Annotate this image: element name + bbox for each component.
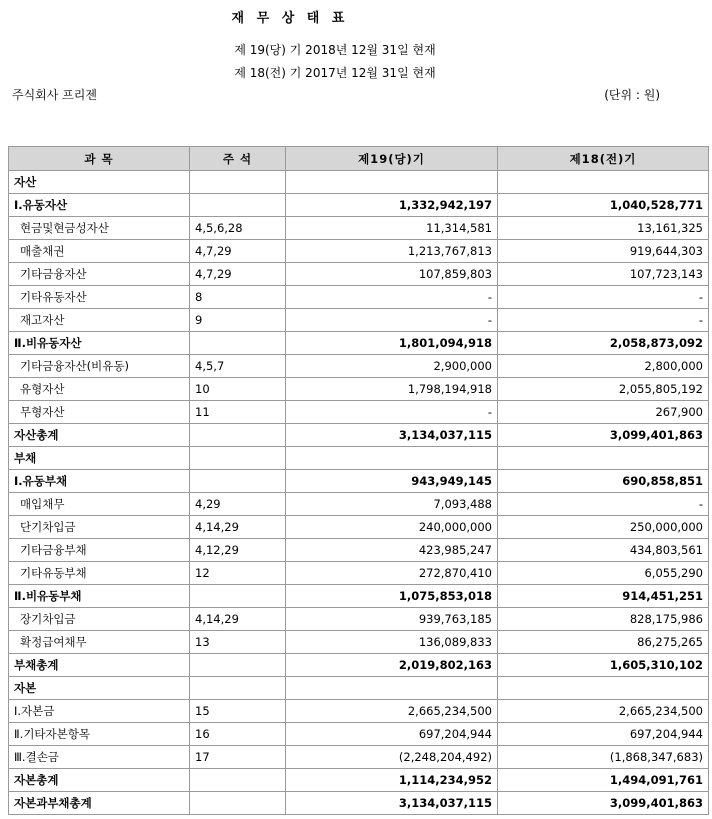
account-name-cell: 자산총계 [9, 424, 190, 447]
current-period-amount-cell: 7,093,488 [286, 493, 498, 516]
table-row [9, 171, 709, 194]
column-header-note: 주 석 [190, 147, 286, 171]
table-row [9, 746, 709, 769]
current-period-amount-cell [286, 171, 498, 194]
prior-period-amount-cell [498, 677, 709, 700]
table-row [9, 401, 709, 424]
current-period-amount-cell: 423,985,247 [286, 539, 498, 562]
prior-period-amount-cell: 1,605,310,102 [498, 654, 709, 677]
prior-period-amount-cell: 914,451,251 [498, 585, 709, 608]
prior-period-amount-cell: 919,644,303 [498, 240, 709, 263]
unit-label: (단위 : 원) [604, 88, 660, 102]
table-row [9, 608, 709, 631]
prior-period-amount-cell: 267,900 [498, 401, 709, 424]
account-name-cell: Ⅱ.비유동자산 [9, 332, 190, 355]
account-name-cell: Ⅰ.유동자산 [9, 194, 190, 217]
column-header-current-period: 제19(당)기 [286, 147, 498, 171]
prior-period-amount-cell: 2,665,234,500 [498, 700, 709, 723]
account-name-cell: 재고자산 [9, 309, 190, 332]
account-name-cell: Ⅰ.유동부채 [9, 470, 190, 493]
table-row [9, 470, 709, 493]
note-cell: 4,14,29 [190, 516, 286, 539]
current-period-amount-cell: 136,089,833 [286, 631, 498, 654]
note-cell: 4,7,29 [190, 263, 286, 286]
account-name-cell: 기타유동자산 [9, 286, 190, 309]
period-current: 제 19(당) 기 2018년 12월 31일 현재 [234, 43, 436, 57]
table-row [9, 355, 709, 378]
prior-period-amount-cell: 690,858,851 [498, 470, 709, 493]
table-row [9, 631, 709, 654]
prior-period-amount-cell [498, 171, 709, 194]
table-body [9, 171, 709, 815]
note-cell: 15 [190, 700, 286, 723]
note-cell: 4,14,29 [190, 608, 286, 631]
prior-period-amount-cell: 2,058,873,092 [498, 332, 709, 355]
prior-period-amount-cell: 13,161,325 [498, 217, 709, 240]
table-row [9, 562, 709, 585]
table-row [9, 792, 709, 815]
note-cell: 12 [190, 562, 286, 585]
table-row [9, 194, 709, 217]
table-row [9, 769, 709, 792]
note-cell [190, 194, 286, 217]
account-name-cell: Ⅱ.기타자본항목 [9, 723, 190, 746]
current-period-amount-cell: 2,019,802,163 [286, 654, 498, 677]
account-name-cell: 기타금융자산 [9, 263, 190, 286]
account-name-cell: 단기차입금 [9, 516, 190, 539]
table-row [9, 332, 709, 355]
account-name-cell: Ⅰ.자본금 [9, 700, 190, 723]
current-period-amount-cell: - [286, 286, 498, 309]
document-title: 재 무 상 태 표 [231, 11, 349, 26]
account-name-cell: 부채 [9, 447, 190, 470]
prior-period-amount-cell: 1,040,528,771 [498, 194, 709, 217]
note-cell [190, 792, 286, 815]
prior-period-amount-cell: - [498, 309, 709, 332]
account-name-cell: Ⅱ.비유동부채 [9, 585, 190, 608]
note-cell: 11 [190, 401, 286, 424]
prior-period-amount-cell: (1,868,347,683) [498, 746, 709, 769]
current-period-amount-cell: 2,665,234,500 [286, 700, 498, 723]
note-cell: 17 [190, 746, 286, 769]
current-period-amount-cell: 939,763,185 [286, 608, 498, 631]
current-period-amount-cell: - [286, 401, 498, 424]
note-cell [190, 585, 286, 608]
prior-period-amount-cell: 250,000,000 [498, 516, 709, 539]
table-row [9, 378, 709, 401]
account-name-cell: 기타금융자산(비유동) [9, 355, 190, 378]
account-name-cell: 자본총계 [9, 769, 190, 792]
period-prior: 제 18(전) 기 2017년 12월 31일 현재 [234, 66, 436, 80]
current-period-amount-cell: 1,213,767,813 [286, 240, 498, 263]
account-name-cell: 기타금융부채 [9, 539, 190, 562]
current-period-amount-cell: 11,314,581 [286, 217, 498, 240]
current-period-amount-cell: (2,248,204,492) [286, 746, 498, 769]
prior-period-amount-cell: 434,803,561 [498, 539, 709, 562]
table-row [9, 309, 709, 332]
current-period-amount-cell: 1,332,942,197 [286, 194, 498, 217]
current-period-amount-cell: - [286, 309, 498, 332]
account-name-cell: 확정급여채무 [9, 631, 190, 654]
current-period-amount-cell: 240,000,000 [286, 516, 498, 539]
current-period-amount-cell: 1,798,194,918 [286, 378, 498, 401]
account-name-cell: 유형자산 [9, 378, 190, 401]
current-period-amount-cell [286, 447, 498, 470]
table-row [9, 217, 709, 240]
prior-period-amount-cell: 86,275,265 [498, 631, 709, 654]
note-cell [190, 677, 286, 700]
prior-period-amount-cell: 3,099,401,863 [498, 424, 709, 447]
current-period-amount-cell: 1,075,853,018 [286, 585, 498, 608]
account-name-cell: 장기차입금 [9, 608, 190, 631]
account-name-cell: 매입채무 [9, 493, 190, 516]
current-period-amount-cell: 107,859,803 [286, 263, 498, 286]
table-row [9, 539, 709, 562]
current-period-amount-cell: 697,204,944 [286, 723, 498, 746]
note-cell: 4,29 [190, 493, 286, 516]
prior-period-amount-cell: 2,055,805,192 [498, 378, 709, 401]
prior-period-amount-cell: - [498, 493, 709, 516]
account-name-cell: 자본 [9, 677, 190, 700]
table-row [9, 286, 709, 309]
note-cell: 4,5,7 [190, 355, 286, 378]
table-row [9, 585, 709, 608]
table-header-row [9, 147, 709, 171]
note-cell: 8 [190, 286, 286, 309]
prior-period-amount-cell: 1,494,091,761 [498, 769, 709, 792]
column-header-account: 과 목 [9, 147, 190, 171]
table-row [9, 263, 709, 286]
account-name-cell: 현금및현금성자산 [9, 217, 190, 240]
account-name-cell: 자본과부채총계 [9, 792, 190, 815]
account-name-cell: 매출채권 [9, 240, 190, 263]
table-row [9, 447, 709, 470]
note-cell [190, 447, 286, 470]
prior-period-amount-cell: 107,723,143 [498, 263, 709, 286]
table-row [9, 240, 709, 263]
prior-period-amount-cell: - [498, 286, 709, 309]
account-name-cell: 자산 [9, 171, 190, 194]
current-period-amount-cell [286, 677, 498, 700]
account-name-cell: 기타유동부채 [9, 562, 190, 585]
note-cell: 9 [190, 309, 286, 332]
note-cell: 10 [190, 378, 286, 401]
prior-period-amount-cell: 3,099,401,863 [498, 792, 709, 815]
note-cell [190, 470, 286, 493]
note-cell: 4,5,6,28 [190, 217, 286, 240]
prior-period-amount-cell [498, 447, 709, 470]
current-period-amount-cell: 1,114,234,952 [286, 769, 498, 792]
current-period-amount-cell: 943,949,145 [286, 470, 498, 493]
account-name-cell: 무형자산 [9, 401, 190, 424]
prior-period-amount-cell: 6,055,290 [498, 562, 709, 585]
table-row [9, 516, 709, 539]
prior-period-amount-cell: 697,204,944 [498, 723, 709, 746]
note-cell: 13 [190, 631, 286, 654]
prior-period-amount-cell: 2,800,000 [498, 355, 709, 378]
note-cell: 16 [190, 723, 286, 746]
note-cell [190, 769, 286, 792]
note-cell [190, 332, 286, 355]
account-name-cell: Ⅲ.결손금 [9, 746, 190, 769]
account-name-cell: 부채총계 [9, 654, 190, 677]
column-header-prior-period: 제18(전)기 [498, 147, 709, 171]
current-period-amount-cell: 3,134,037,115 [286, 792, 498, 815]
current-period-amount-cell: 1,801,094,918 [286, 332, 498, 355]
table-row [9, 493, 709, 516]
table-row [9, 700, 709, 723]
table-row [9, 654, 709, 677]
note-cell: 4,7,29 [190, 240, 286, 263]
note-cell [190, 424, 286, 447]
current-period-amount-cell: 3,134,037,115 [286, 424, 498, 447]
note-cell [190, 654, 286, 677]
note-cell [190, 171, 286, 194]
balance-sheet-table [8, 146, 709, 815]
prior-period-amount-cell: 828,175,986 [498, 608, 709, 631]
table-row [9, 723, 709, 746]
table-row [9, 677, 709, 700]
note-cell: 4,12,29 [190, 539, 286, 562]
current-period-amount-cell: 2,900,000 [286, 355, 498, 378]
current-period-amount-cell: 272,870,410 [286, 562, 498, 585]
table-row [9, 424, 709, 447]
company-name: 주식회사 프리젠 [12, 88, 97, 102]
